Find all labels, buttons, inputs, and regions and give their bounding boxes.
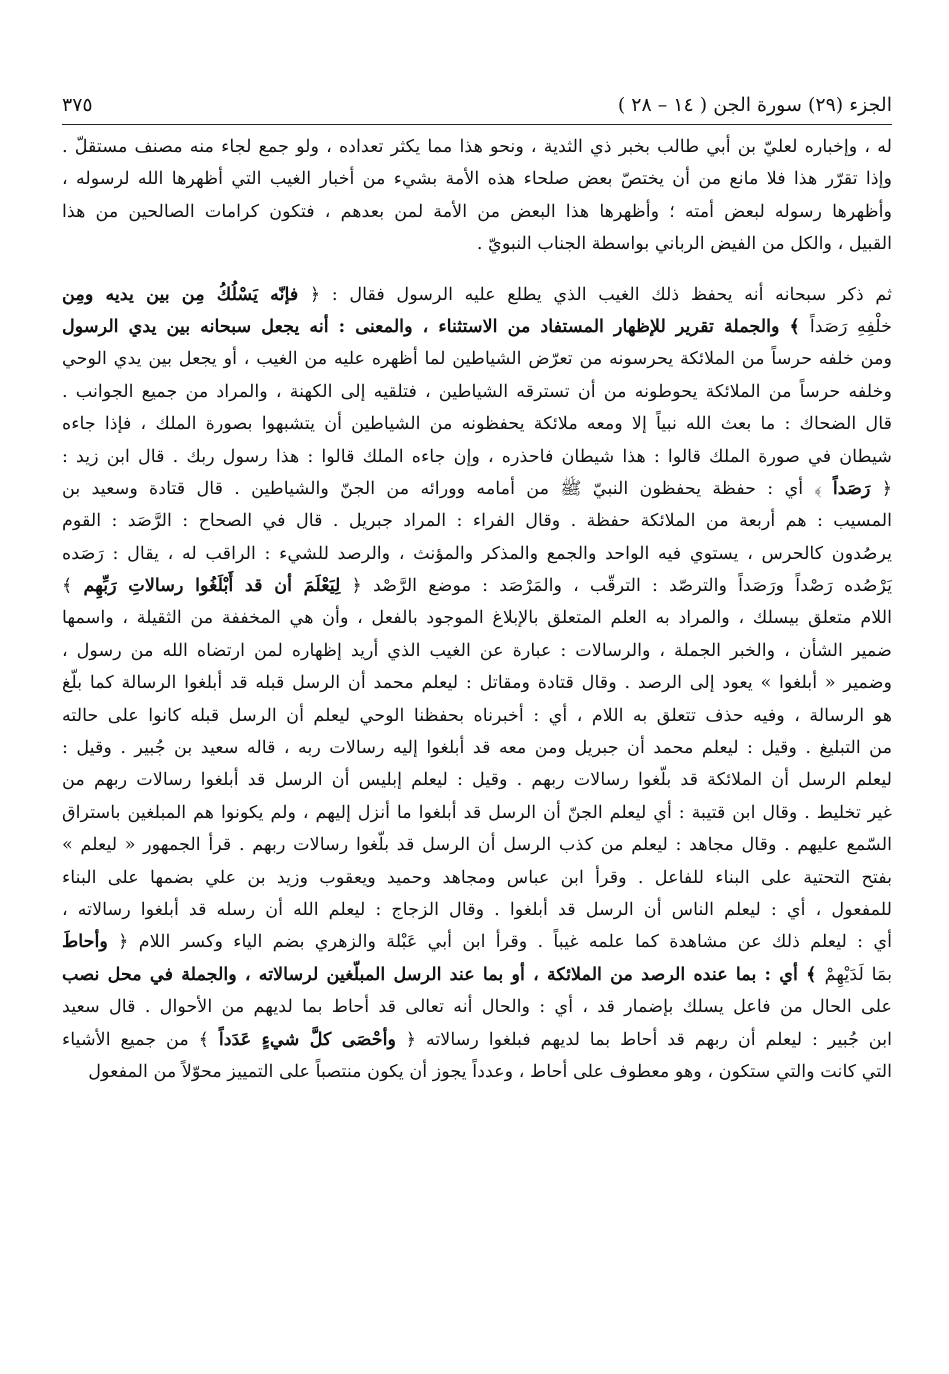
paragraph (62, 131, 892, 261)
quran-verse: فإنّه يَسْلُكُ مِن بين يديه ومِن (62, 283, 299, 305)
text-line (62, 408, 892, 440)
text-segment: غير تخليط . وقال ابن قتيبة : أي ليعلم الجنّ أن الرسل قد أبلغوا ما أنزل إليهم ، ولم يكونوا هم المبلغين باستراق (62, 802, 892, 823)
text-line (62, 700, 892, 732)
text-line (62, 862, 892, 894)
quran-verse: ﴾ أي : بما عنده الرصد من الملائكة ، أو بما عند الرسل المبلّغين لرسالاته ، والجملة في محل نصب (62, 963, 825, 985)
quran-verse: لِيَعْلَمَ أن قد أَبْلَغُوا رسالاتِ رَبِّهِم (83, 575, 341, 597)
text-line (62, 163, 892, 195)
text-segment: يَرْصُده رَصْداً ورَصَداً والترصّد : الترقّب ، والمَرْصَد : موضع الرَّصْد ﴿ (340, 576, 892, 597)
text-line (62, 1056, 892, 1088)
text-segment: المسيب : هم أربعة من الملائكة حفظة . وقال الفراء : المراد جبريل . قال في الصحاح : الرَّصَد : القوم (62, 511, 892, 532)
text-segment: ليعلم الرسل أن الملائكة قد بلّغوا رسالات ربهم . وقيل : ليعلم إبليس أن الرسل قد أبلغوا رسالات ربهم من (62, 770, 892, 791)
text-line (62, 538, 892, 570)
text-segment: بمَا لَدَيْهِمْ (824, 964, 892, 985)
body-text (62, 131, 892, 1088)
text-line (62, 894, 892, 926)
running-title: الجزء (٢٩) سورة الجن ( ١٤ – ٢٨ ) (617, 94, 892, 116)
text-line (62, 473, 892, 505)
paragraph (62, 279, 892, 1089)
text-segment: وإذا تقرّر هذا فلا مانع من أن يختصّ بعض صلحاء هذه الأمة بشيء من أخبار الغيب التي أظهرها الله لرسوله ، (62, 169, 892, 190)
text-line (62, 667, 892, 699)
text-line (62, 797, 892, 829)
text-segment: القبيل ، والكل من الفيض الرباني بواسطة الجناب النبويّ . (476, 234, 892, 255)
text-segment: السّمع عليهم . وقال مجاهد : ليعلم من كذب الرسل أن الرسل قد بلّغوا رسالات ربهم . قرأ الجمهور « ليعلم » (62, 835, 892, 856)
quran-verse: ﴾ والجملة تقرير للإظهار المستفاد من الاستثناء ، والمعنى : أنه يجعل سبحانه بين يدي الرسول (62, 315, 810, 337)
text-segment: وخلفه حرساً من الملائكة يحوطونه من أن تسترقه الشياطين ، فتلقيه إلى الكهنة ، والمراد من جميع الجوانب . (62, 381, 892, 402)
text-line (62, 505, 892, 537)
text-segment: اللام متعلق بيسلك ، والمراد به العلم المتعلق بالإبلاغ الموجود بالفعل ، وأن هي المخففة من الثقيلة ، واسمها (62, 608, 892, 629)
text-segment: قال الضحاك : ما بعث الله نبياً إلا ومعه ملائكة يحفظونه من الشياطين أن يتشبهوا بصورة الملك ، فإذا جاءه (62, 414, 892, 435)
text-segment: خلْفِهِ رَصَداً (809, 316, 892, 337)
text-line (62, 1024, 892, 1056)
page-header (62, 88, 892, 125)
text-segment: ضمير الشأن ، والخبر الجملة ، والرسالات : عبارة عن الغيب الذي أريد إظهاره لمن ارتضاه الله من رسول ، (62, 640, 892, 661)
text-segment: وأظهرها رسوله لبعض أمته ؛ وأظهرها هذا البعض من الأمة لمن بعدهم ، فتكون كرامات الصالحين من هذا (62, 201, 892, 222)
text-line (62, 343, 892, 375)
text-line (62, 376, 892, 408)
text-segment: شيطان في صورة الملك قالوا : هذا شيطان فاحذره ، وإن جاءه الملك قالوا : هذا رسول ربك . قال ابن زيد : (62, 446, 892, 467)
text-line (62, 196, 892, 228)
text-line (62, 959, 892, 991)
text-line (62, 829, 892, 861)
text-segment: وضمير « أبلغوا » يعود إلى الرصد . وقال قتادة ومقاتل : ليعلم محمد أن الرسل قبله قد أبلغوا الرسالة كما بلّغ (62, 673, 892, 694)
text-line (62, 228, 892, 260)
text-line (62, 279, 892, 311)
text-segment: ﴾ (62, 576, 84, 597)
text-line (62, 991, 892, 1023)
page-number: ٣٧٥ (62, 94, 93, 116)
text-segment: ﴾ من جميع الأشياء (62, 1029, 219, 1050)
text-line (62, 131, 892, 163)
quran-verse: وأحاطَ (62, 931, 108, 953)
book-page (62, 88, 892, 1106)
text-line (62, 441, 892, 473)
text-segment: ثم ذكر سبحانه أنه يحفظ ذلك الغيب الذي يطلع عليه الرسول فقال : ﴿ (298, 284, 892, 305)
text-line (62, 570, 892, 602)
quran-verse: وأحْصَى كلَّ شيءٍ عَدَداً (218, 1028, 396, 1050)
text-segment: ابن جُبير : ليعلم أن ربهم قد أحاط بما لديهم فبلغوا رسالاته ﴿ (395, 1029, 892, 1050)
text-segment: له ، وإخباره لعليّ بن أبي طالب بخبر ذي الثدية ، ونحو هذا مما يكثر تعداده ، ولو جمع لجاء منه مصنف مستقلّ . (62, 137, 892, 157)
text-segment: ﴿ (870, 478, 892, 499)
quran-verse: رَصَداً (832, 477, 871, 499)
text-segment: بفتح التحتية على البناء للفاعل . وقرأ ابن عباس ومجاهد وحميد ويعقوب وزيد بن علي بضمها على البناء (62, 867, 892, 888)
text-segment: ﴾ أي : حفظة يحفظون النبيّ ﷺ من أمامه وورائه من الجنّ والشياطين . قال قتادة وسعيد بن (62, 478, 833, 499)
text-segment: يرصُدون كالحرس ، يستوي فيه الواحد والجمع والمذكر والمؤنث ، والرصد للشيء : الراقب له ، يقال : رَصَده (62, 543, 892, 564)
text-segment: على الحال من فاعل يسلك بإضمار قد ، أي : والحال أنه تعالى قد أحاط بما لديهم من الأحوال . قال سعيد (62, 997, 892, 1018)
text-line (62, 764, 892, 796)
text-segment: ومن خلفه حرساً من الملائكة يحرسونه من تعرّض الشياطين لما أظهره عليه من الغيب ، أو يجعل بين يدي الوحي (62, 349, 892, 370)
text-segment: التي كانت والتي ستكون ، وهو معطوف على أحاط ، وعدداً يجوز أن يكون منتصباً على التمييز محوّلاً من المفعول (88, 1061, 892, 1082)
text-line (62, 732, 892, 764)
text-segment: أي : ليعلم ذلك عن مشاهدة كما علمه غيباً . وقرأ ابن أبي عَبْلة والزهري بضم الياء وكسر اللام ﴿ (107, 932, 892, 953)
text-line (62, 602, 892, 634)
text-line (62, 635, 892, 667)
text-line (62, 926, 892, 958)
text-segment: من التبليغ . وقيل : ليعلم محمد أن جبريل ومن معه قد أبلغوا إليه رسالات ربه ، قاله سعيد بن جُبير . وقيل : (62, 738, 892, 759)
text-line (62, 311, 892, 343)
text-segment: للمفعول ، أي : ليعلم الناس أن الرسل قد أبلغوا . وقال الزجاج : ليعلم الله أن رسله قد أبلغوا رسالاته ، (62, 899, 892, 920)
text-segment: هو الرسالة ، وفيه حذف تتعلق به اللام ، أي : أخبرناه بحفظنا الوحي ليعلم أن الرسل قبله كانوا على حالته (62, 705, 892, 726)
